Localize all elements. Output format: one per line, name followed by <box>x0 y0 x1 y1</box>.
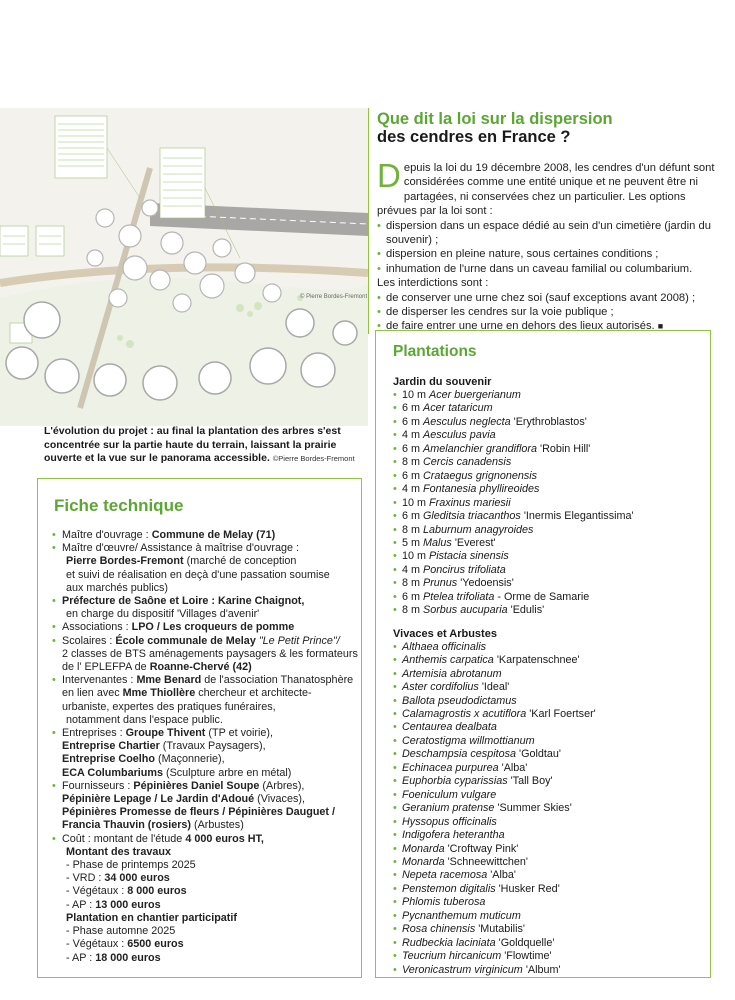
ent-name: Entreprise Chartier <box>62 740 160 753</box>
plant-cultivar: 'Album' <box>525 963 561 976</box>
plant-cultivar: 'Erythroblastos' <box>513 415 587 428</box>
cost-value: 8 000 euros <box>127 885 187 898</box>
cost-line <box>62 872 361 885</box>
ent-desc: (Sculpture arbre en métal) <box>162 766 292 779</box>
plant-latin: Indigofera heterantha <box>402 829 505 842</box>
plant-item <box>393 748 710 761</box>
plant-item <box>393 721 710 734</box>
plant-latin: Artemisia abrotanum <box>402 667 502 680</box>
fiche-item-moe <box>52 542 361 595</box>
plant-item <box>393 416 710 429</box>
plant-latin: Rosa chinensis <box>402 923 476 936</box>
law-interdictions-intro: Les interdictions sont : <box>377 277 489 290</box>
plant-latin: Ptelea trifoliata <box>423 590 495 603</box>
plant-size: 10 m <box>402 389 427 401</box>
plant-latin: Crataegus grignonensis <box>423 469 538 482</box>
plant-item <box>393 429 710 442</box>
moe-label: • Maître d'œuvre/ Assistance à maîtrise d'ouvrage : <box>62 542 299 555</box>
ent-desc: (TP et voirie), <box>205 727 273 740</box>
cost-value: 13 000 euros <box>95 898 161 911</box>
phase-label: - Phase de printemps 2025 <box>66 859 196 872</box>
law-body <box>377 157 723 334</box>
fiche-item-intervenantes <box>52 674 361 727</box>
plant-size: 8 m <box>402 604 420 617</box>
plant-latin: Penstemon digitalis <box>402 882 496 895</box>
plant-latin: Acer buergerianum <box>429 389 521 401</box>
plant-latin: Cercis canadensis <box>423 456 512 469</box>
scol-desc: 2 classes de BTS aménagements paysagers & les formateurs <box>62 647 358 660</box>
cost-line <box>62 952 361 965</box>
plant-cultivar: 'Summer Skies' <box>497 802 572 815</box>
plant-item <box>393 497 710 510</box>
plant-item <box>393 537 710 550</box>
plant-item <box>393 937 710 950</box>
ent-desc: (Travaux Paysagers), <box>159 740 266 753</box>
ent-name: Entreprise Coelho <box>62 753 155 766</box>
plant-item <box>393 456 710 469</box>
fiche-item-prefecture <box>52 595 361 621</box>
plant-item <box>393 708 710 721</box>
plant-latin: Gleditsia triacanthos <box>423 510 521 523</box>
inter-desc: en lien avec <box>62 687 123 700</box>
plant-item <box>393 856 710 869</box>
law-title-line2: des cendres en France ? <box>377 128 571 146</box>
law-dropcap: D <box>377 157 401 194</box>
plant-item <box>393 510 710 523</box>
plant-cultivar: 'Yedoensis' <box>460 577 514 590</box>
plant-cultivar: 'Ideal' <box>481 681 510 694</box>
plant-size: 8 m <box>402 456 420 469</box>
plant-item <box>393 524 710 537</box>
fiche-item-entreprises <box>52 727 361 780</box>
plant-cultivar: 'Schneewittchen' <box>447 855 528 868</box>
plant-latin: Ballota pseudodictamus <box>402 694 517 707</box>
ent-line <box>62 753 361 766</box>
plant-item <box>393 483 710 496</box>
plant-item <box>393 443 710 456</box>
four-line <box>62 793 361 806</box>
plant-size: 4 m <box>402 429 420 442</box>
plant-item <box>393 775 710 788</box>
cout-label: Coût : montant de l'étude <box>62 832 186 845</box>
law-interdiction: • de disperser les cendres sur la voie publique ; <box>377 305 723 319</box>
cost-line <box>62 885 361 898</box>
fiche-item-fournisseurs <box>52 780 361 833</box>
inter-label: Intervenantes : <box>62 674 137 687</box>
project-plan-image <box>0 108 368 426</box>
plant-item <box>393 591 710 604</box>
inter-desc: chercheur et architecte- <box>195 687 312 700</box>
plant-cultivar: - Orme de Samarie <box>497 590 590 603</box>
plant-latin: Poncirus trifoliata <box>423 563 506 576</box>
plant-item <box>393 896 710 909</box>
scol-label: Scolaires : <box>62 634 116 647</box>
plant-item <box>393 762 710 775</box>
four-label: Fournisseurs : <box>62 779 134 792</box>
plant-item <box>393 654 710 667</box>
plant-item <box>393 402 710 415</box>
scol-value: École communale de Melay <box>115 634 256 647</box>
plant-latin: Deschampsia cespitosa <box>402 748 517 761</box>
law-interdiction: • de conserver une urne chez soi (sauf exceptions avant 2008) ; <box>377 291 723 305</box>
prefecture-desc: en charge du dispositif 'Villages d'avenir' <box>66 608 260 621</box>
plant-latin: Teucrium hircanicum <box>402 950 502 963</box>
plant-item <box>393 923 710 936</box>
plant-size: 8 m <box>402 577 420 590</box>
plant-cultivar: 'Mutabilis' <box>478 923 525 936</box>
plant-item <box>393 604 710 617</box>
plant-cultivar: 'Karl Foertser' <box>529 707 596 720</box>
ent-label: Entreprises : <box>62 727 126 740</box>
plant-item <box>393 789 710 802</box>
plant-cultivar: 'Husker Red' <box>498 882 560 895</box>
plant-latin: Malus <box>423 536 452 549</box>
inter-desc: de l'association Thanatosphère <box>201 674 354 687</box>
ent-name: ECA Columbariums <box>62 766 163 779</box>
montant-title: Montant des travaux <box>66 845 171 858</box>
plant-latin: Anthemis carpatica <box>402 654 494 667</box>
plant-latin: Laburnum anagyroides <box>423 523 534 536</box>
plant-size: 4 m <box>402 563 420 576</box>
scol-line <box>62 635 361 648</box>
plant-item <box>393 950 710 963</box>
vivaces-list <box>393 641 710 977</box>
plant-item <box>393 816 710 829</box>
moe-desc: aux marchés publics) <box>66 581 169 594</box>
plant-item <box>393 641 710 654</box>
four-name: Francia Thauvin (rosiers) <box>62 819 191 832</box>
plant-latin: Geranium pratense <box>402 802 495 815</box>
moe-desc: (marché de conception <box>183 555 297 568</box>
fiche-item-scolaires <box>52 635 361 675</box>
plant-item <box>393 910 710 923</box>
plant-latin: Pistacia sinensis <box>429 550 509 563</box>
moe-line <box>62 555 361 568</box>
law-title-line1: Que dit la loi sur la dispersion <box>377 110 613 128</box>
plant-latin: Fontanesia phyllireoides <box>423 483 540 496</box>
prefecture-name: • Préfecture de Saône et Loire : Karine Chaignot, <box>62 595 305 608</box>
moe-desc: et suivi de réalisation en deçà d'une passation soumise <box>66 568 330 581</box>
plant-latin: Foeniculum vulgare <box>402 788 497 801</box>
plant-latin: Aesculus pavia <box>423 429 496 442</box>
ent-line <box>62 767 361 780</box>
plant-latin: Amelanchier grandiflora <box>423 442 538 455</box>
cost-label: - Végétaux : <box>66 885 128 898</box>
ent-line <box>62 727 361 740</box>
moa-label: Maître d'ouvrage : <box>62 529 152 541</box>
plant-size: 6 m <box>402 469 420 482</box>
cout-value: 4 000 euros HT, <box>185 832 264 845</box>
plant-cultivar: 'Karpatenschnee' <box>496 654 580 667</box>
plant-size: 6 m <box>402 415 420 428</box>
plant-cultivar: 'Alba' <box>490 869 516 882</box>
plant-cultivar: 'Inermis Elegantissima' <box>523 510 634 523</box>
law-option: • inhumation de l'urne dans un caveau familial ou columbarium. <box>377 262 723 276</box>
plant-cultivar: 'Tall Boy' <box>510 775 553 788</box>
plant-latin: Hyssopus officinalis <box>402 815 497 828</box>
plant-item <box>393 883 710 896</box>
law-interdiction-text: de faire entrer une urne en dehors des lieux autorisés. <box>386 320 655 333</box>
law-section <box>368 108 723 334</box>
moe-name: Pierre Bordes-Fremont <box>66 555 184 568</box>
plant-cultivar: 'Goldquelle' <box>498 936 555 949</box>
cost-line <box>62 938 361 951</box>
law-option: • dispersion en pleine nature, sous certaines conditions ; <box>377 247 723 261</box>
plant-size: 4 m <box>402 483 420 496</box>
plant-latin: Acer tataricum <box>423 402 493 415</box>
cout-line <box>62 833 361 846</box>
inter-desc: notamment dans l'espace public. <box>66 713 223 726</box>
four-desc: (Vivaces), <box>254 793 305 806</box>
plantations-title: Plantations <box>393 343 477 360</box>
ent-desc: (Maçonnerie), <box>155 753 225 766</box>
fiche-item-moa <box>52 529 361 542</box>
plant-item <box>393 668 710 681</box>
plant-size: 8 m <box>402 523 420 536</box>
four-desc: (Arbres), <box>259 779 305 792</box>
plant-item <box>393 550 710 563</box>
cost-label: - AP : <box>66 898 96 911</box>
plant-item <box>393 389 710 402</box>
plant-size: 6 m <box>402 442 420 455</box>
scol-desc: de l' EPLEFPA de <box>62 661 150 674</box>
plant-item <box>393 829 710 842</box>
plant-latin: Pycnanthemum muticum <box>402 909 521 922</box>
law-interdictions-list <box>377 291 723 334</box>
cost-label: - AP : <box>66 951 96 964</box>
scol-line2 <box>62 661 361 674</box>
cost-label: - VRD : <box>66 872 105 885</box>
four-name: Pépinières Daniel Soupe <box>133 779 260 792</box>
plant-latin: Aster cordifolius <box>402 681 479 694</box>
law-option: • dispersion dans un espace dédié au sein d'un cimetière (jardin du souvenir) ; <box>377 219 723 248</box>
plant-size: 10 m <box>402 496 427 509</box>
plant-item <box>393 869 710 882</box>
plant-latin: Centaurea dealbata <box>402 721 497 734</box>
plant-item <box>393 470 710 483</box>
plant-cultivar: 'Edulis' <box>510 604 545 617</box>
ent-name: Groupe Thivent <box>125 727 206 740</box>
assoc-label: Associations : <box>62 621 132 634</box>
plant-latin: Euphorbia cyparissias <box>402 775 508 788</box>
plant-latin: Sorbus aucuparia <box>423 604 508 617</box>
inter-line <box>62 687 361 700</box>
plant-size: 6 m <box>402 510 420 523</box>
plan-credit: © Pierre Bordes-Fremont <box>300 294 368 300</box>
cost-value: 18 000 euros <box>95 951 161 964</box>
plant-size: 6 m <box>402 402 420 415</box>
cost-value: 34 000 euros <box>104 872 170 885</box>
four-line <box>62 780 361 793</box>
plant-item <box>393 564 710 577</box>
plant-cultivar: 'Robin Hill' <box>540 442 591 455</box>
fiche-technique-box <box>37 478 362 978</box>
jardin-title: Jardin du souvenir <box>393 376 492 388</box>
plant-latin: Monarda <box>402 842 445 855</box>
plant-latin: Rudbeckia laciniata <box>402 936 496 949</box>
plant-item <box>393 681 710 694</box>
plant-size: 6 m <box>402 590 420 603</box>
law-options-list <box>377 219 723 277</box>
four-name: Pépinières Promesse de fleurs / Pépinières Dauguet / <box>62 806 336 819</box>
four-desc: (Arbustes) <box>191 819 244 832</box>
inter-name: Mme Benard <box>136 674 202 687</box>
inter-desc: urbaniste, expertes des pratiques funéraires, <box>62 700 276 713</box>
jardin-list <box>393 389 710 618</box>
scol-italic: "Le Petit Prince"/ <box>255 634 340 647</box>
end-mark-icon: ■ <box>657 321 664 332</box>
plant-latin: Aesculus neglecta <box>423 415 511 428</box>
plant-latin: Ceratostigma willmottianum <box>402 734 535 747</box>
cost-line <box>62 899 361 912</box>
cost-value: 6500 euros <box>127 938 184 951</box>
plant-item <box>393 577 710 590</box>
fiche-item-cout <box>52 833 361 965</box>
plant-latin: Veronicastrum virginicum <box>402 963 523 976</box>
four-line <box>62 819 361 832</box>
moa-value: Commune de Melay (71) <box>151 529 276 541</box>
plant-latin: Althaea officinalis <box>402 640 487 653</box>
inter-name: Mme Thiollère <box>122 687 196 700</box>
plant-latin: Phlomis tuberosa <box>402 896 486 909</box>
plan-caption-credit: ©Pierre Bordes-Fremont <box>272 454 355 463</box>
law-intro <box>377 157 723 219</box>
plan-caption <box>44 425 370 466</box>
four-name: Pépinière Lepage / Le Jardin d'Adoué <box>62 793 255 806</box>
plant-item <box>393 843 710 856</box>
plantations-box <box>375 330 711 978</box>
assoc-value: LPO / Les croqueurs de pomme <box>131 621 295 634</box>
law-title <box>377 110 723 146</box>
fiche-item-associations <box>52 621 361 634</box>
plant-size: 5 m <box>402 536 420 549</box>
plant-cultivar: 'Everest' <box>454 536 496 549</box>
plant-item <box>393 695 710 708</box>
plant-size: 10 m <box>402 550 427 563</box>
law-intro-text: epuis la loi du 19 décembre 2008, les cendres d'un défunt sont considérées comme une entité unique et ne peuvent être ni partagées, ni conservées chez un particulier. Les options prévues par la loi sont : <box>377 162 715 218</box>
plant-latin: Fraxinus mariesii <box>429 496 511 509</box>
cost-label: - Végétaux : <box>66 938 128 951</box>
scol-school: Roanne-Chervé (42) <box>149 661 252 674</box>
plant-item <box>393 964 710 977</box>
plant-item <box>393 802 710 815</box>
plant-latin: Prunus <box>423 577 458 590</box>
plant-latin: Monarda <box>402 855 445 868</box>
plant-latin: Calamagrostis x acutiflora <box>402 707 527 720</box>
vivaces-title: Vivaces et Arbustes <box>393 627 497 640</box>
plant-cultivar: 'Croftway Pink' <box>447 842 519 855</box>
chantier-title: Plantation en chantier participatif <box>66 911 237 924</box>
plant-item <box>393 735 710 748</box>
phase-label: - Phase automne 2025 <box>66 925 176 938</box>
plant-cultivar: 'Goldtau' <box>519 748 561 761</box>
plant-latin: Nepeta racemosa <box>402 869 488 882</box>
plan-caption-text: L'évolution du projet : au final la plantation des arbres s'est concentrée sur la partie haute du terrain, laissant la prairie ouverte et la vue sur le panorama accessible. <box>44 425 341 464</box>
inter-line <box>62 674 361 687</box>
plant-cultivar: 'Flowtime' <box>504 950 552 963</box>
plant-latin: Echinacea purpurea <box>402 761 499 774</box>
fiche-list <box>52 529 361 965</box>
plant-cultivar: 'Alba' <box>501 761 528 774</box>
ent-line <box>62 740 361 753</box>
fiche-title: Fiche technique <box>54 496 184 515</box>
